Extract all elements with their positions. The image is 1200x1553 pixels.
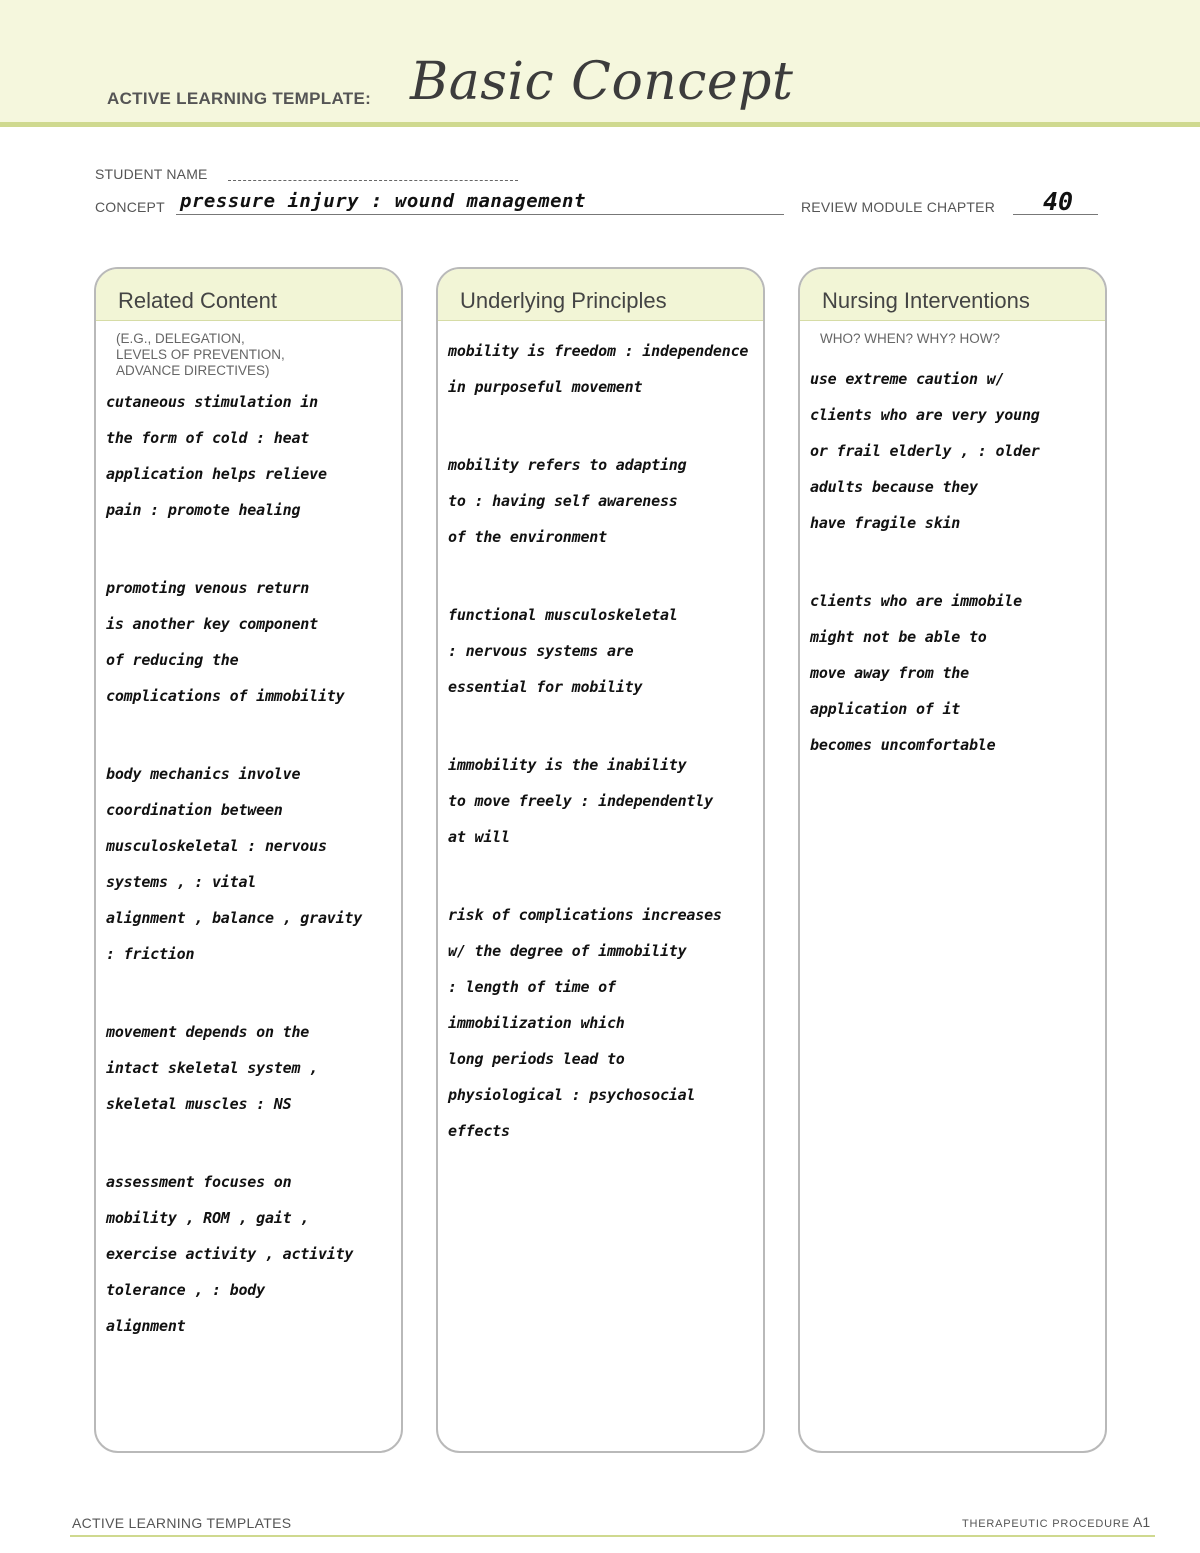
related-note: movement depends on the intact skeletal system , skeletal muscles : NS xyxy=(106,1023,318,1113)
student-name-field[interactable] xyxy=(228,180,518,181)
related-content-header xyxy=(96,269,401,321)
student-name-label: STUDENT NAME xyxy=(95,166,208,182)
concept-label: CONCEPT xyxy=(95,199,165,215)
related-note: promoting venous return is another key component of reducing the complications of immobility xyxy=(106,579,345,705)
template-label: ACTIVE LEARNING TEMPLATE: xyxy=(107,89,372,108)
related-note: cutaneous stimulation in the form of cold : heat application helps relieve pain : promote healing xyxy=(106,393,327,519)
template-title: Basic Concept xyxy=(410,52,794,112)
related-note: body mechanics involve coordination between musculoskeletal : nervous systems , : vital alignment , balance , gravity : friction xyxy=(106,765,363,963)
related-content-subtitle: (E.G., DELEGATION, LEVELS OF PREVENTION, ADVANCE DIRECTIVES) xyxy=(116,331,285,378)
nursing-interventions-header xyxy=(800,269,1105,321)
footer-rule xyxy=(70,1535,1155,1537)
principle-note: mobility refers to adapting to : having self awareness of the environment xyxy=(448,456,687,546)
chapter-field[interactable]: 40 xyxy=(1043,187,1074,216)
nursing-interventions-notes[interactable] xyxy=(810,361,1099,805)
related-content-title: Related Content xyxy=(118,288,277,313)
related-content-notes[interactable] xyxy=(106,384,395,1386)
principle-note: functional musculoskeletal : nervous systems are essential for mobility xyxy=(448,606,678,696)
header-rule xyxy=(0,122,1200,127)
chapter-label: REVIEW MODULE CHAPTER xyxy=(801,199,995,215)
intervention-note: use extreme caution w/ clients who are very young or frail elderly , : older adults because they have fragile skin xyxy=(810,370,1040,532)
related-note: assessment focuses on mobility , ROM , gait , exercise activity , activity tolerance , : body alignment xyxy=(106,1173,354,1335)
footer-left-label: ACTIVE LEARNING TEMPLATES xyxy=(72,1515,292,1531)
intervention-note: clients who are immobile might not be able to move away from the application of it becomes uncomfortable xyxy=(810,592,1022,754)
concept-field[interactable]: pressure injury : wound management xyxy=(180,190,586,212)
nursing-interventions-title: Nursing Interventions xyxy=(822,288,1030,313)
principle-note: risk of complications increases w/ the degree of immobility : length of time of immobilization which long periods lead to physiological : psychosocial effects xyxy=(448,906,722,1140)
principle-note: immobility is the inability to move freely : independently at will xyxy=(448,756,713,846)
related-content-panel xyxy=(94,267,403,1453)
underlying-principles-header xyxy=(438,269,763,321)
underlying-principles-panel xyxy=(436,267,765,1453)
concept-underline xyxy=(176,214,784,215)
footer-page-code: A1 xyxy=(1133,1514,1151,1530)
principle-note: mobility is freedom : independence in purposeful movement xyxy=(448,342,749,396)
nursing-interventions-panel xyxy=(798,267,1107,1453)
underlying-principles-notes[interactable] xyxy=(448,333,757,1191)
nursing-interventions-subtitle: WHO? WHEN? WHY? HOW? xyxy=(820,331,1001,346)
underlying-principles-title: Underlying Principles xyxy=(460,288,667,313)
footer-right-label: THERAPEUTIC PROCEDURE xyxy=(962,1518,1130,1530)
